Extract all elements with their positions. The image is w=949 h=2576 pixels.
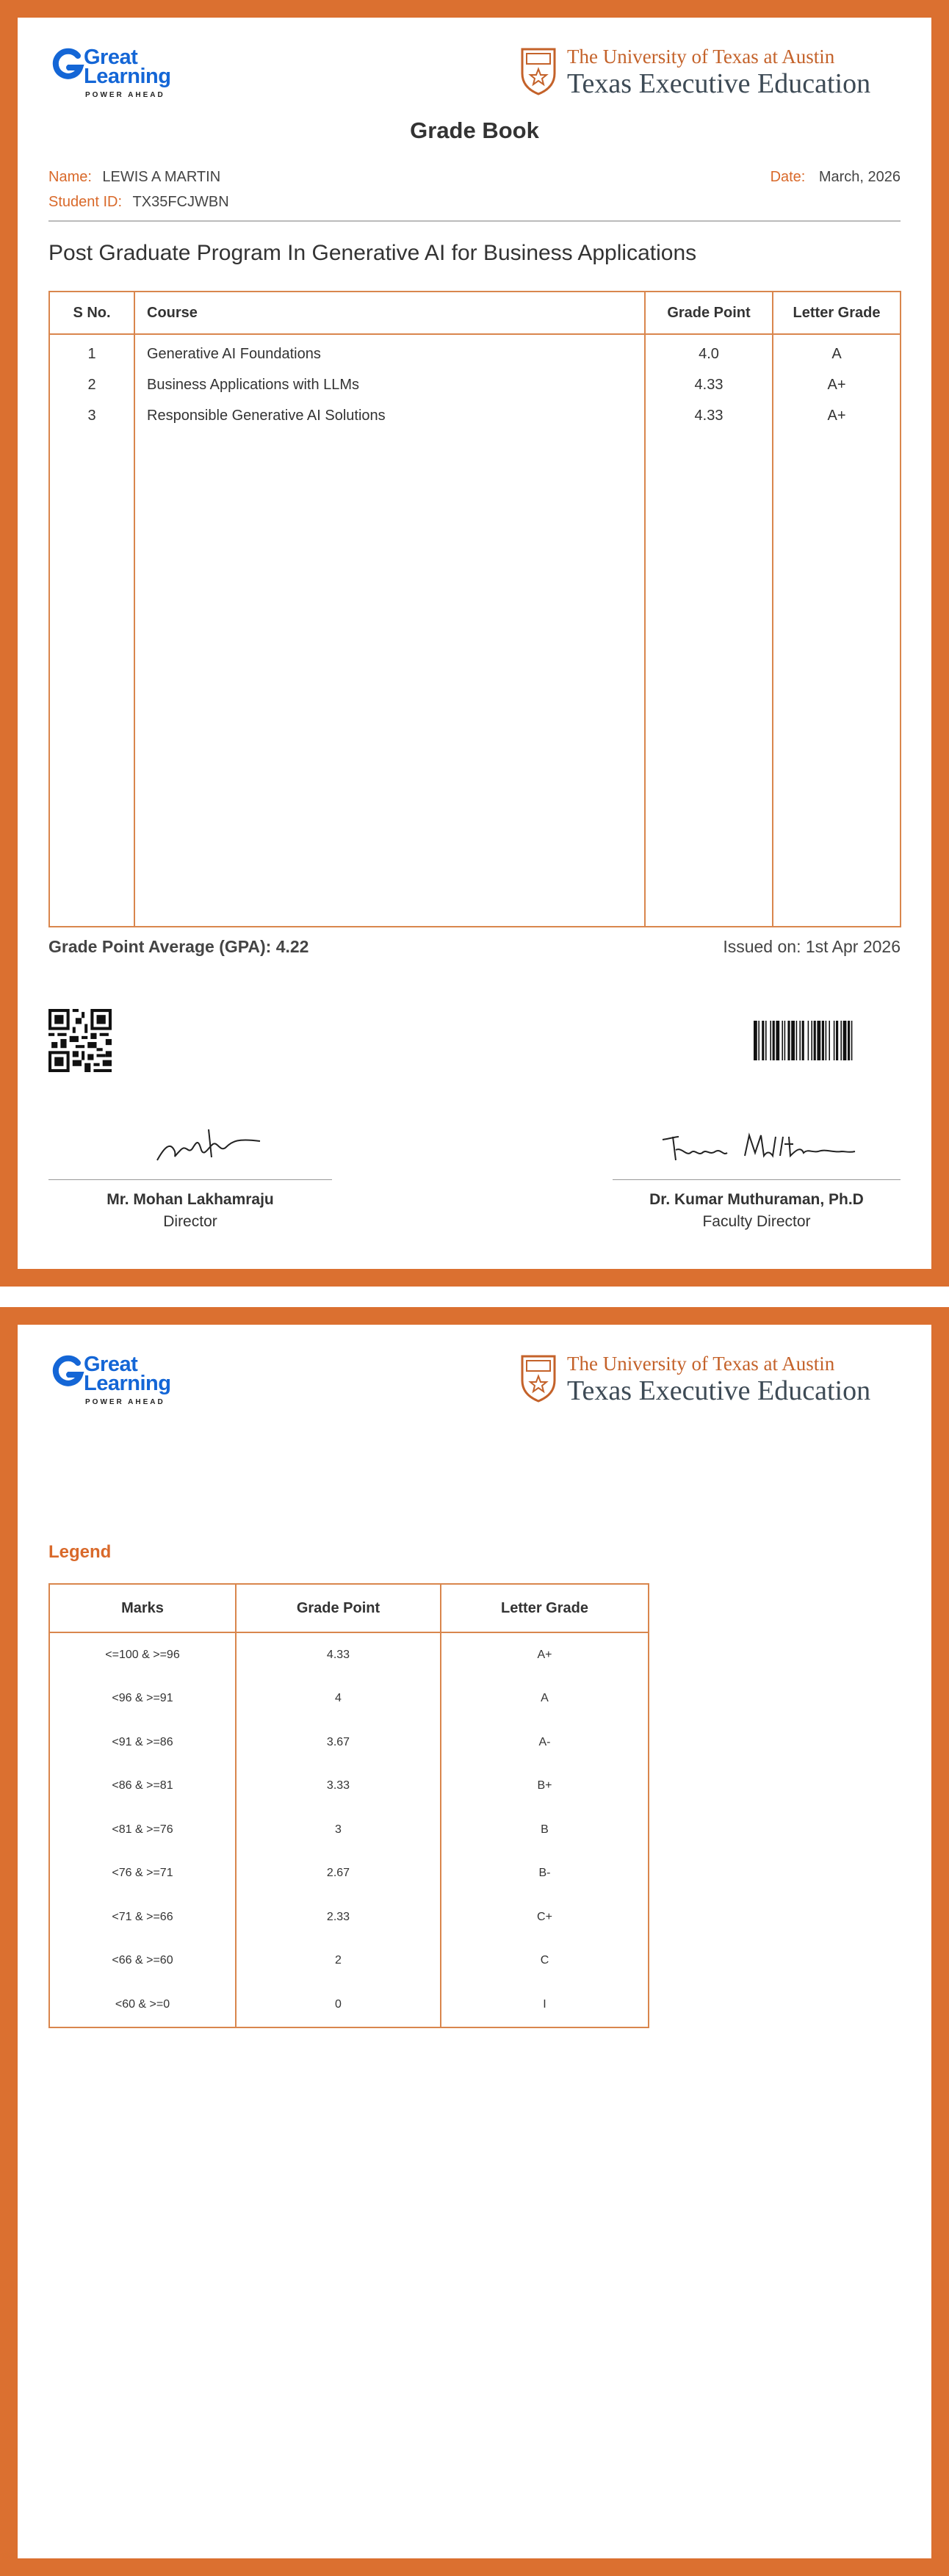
col-grade-point: Grade Point	[645, 292, 773, 334]
row-letter-grade: A	[773, 334, 901, 369]
legend-row	[49, 1721, 649, 1765]
barcode-bar	[782, 1021, 783, 1060]
student-id: TX35FCJWBN	[132, 194, 229, 210]
legend-row	[49, 1632, 649, 1677]
legend-grade-point: 4.33	[236, 1632, 441, 1677]
legend-grade-point: 4	[236, 1677, 441, 1721]
barcode-bar	[811, 1021, 812, 1060]
legend-letter-grade: A	[441, 1677, 649, 1721]
right-signature	[657, 1126, 862, 1171]
barcode-bar	[762, 1021, 764, 1060]
barcode-bar	[784, 1021, 786, 1060]
legend-letter-grade: A-	[441, 1721, 649, 1765]
legend-marks: <66 & >=60	[49, 1939, 236, 1983]
gradebook-page	[0, 0, 949, 1287]
barcode-bar	[817, 1021, 820, 1060]
barcode-graphic	[754, 1021, 901, 1060]
table-filler-row	[49, 431, 901, 927]
gpa-text: Grade Point Average (GPA): 4.22	[48, 937, 309, 956]
qr-code	[48, 1009, 112, 1072]
legend-table	[48, 1583, 649, 2028]
logo-tagline: POWER AHEAD	[85, 91, 165, 99]
logo-word-great: Great	[84, 46, 138, 69]
legend-row	[49, 1765, 649, 1809]
student-id-label: Student ID:	[48, 194, 123, 210]
page-content	[18, 18, 931, 1269]
row-course: Responsible Generative AI Solutions	[134, 400, 645, 431]
row-course: Generative AI Foundations	[134, 334, 645, 369]
legend-letter-grade: B+	[441, 1765, 649, 1809]
barcode-bar	[840, 1021, 842, 1060]
legend-body	[49, 1632, 649, 2027]
left-signatory-name: Mr. Mohan Lakhamraju	[107, 1191, 274, 1208]
row-course: Business Applications with LLMs	[134, 369, 645, 400]
name-label: Name:	[48, 169, 92, 185]
legend-grade-point: 3.33	[236, 1765, 441, 1809]
logo-tagline: POWER AHEAD	[85, 1398, 165, 1406]
legend-row	[49, 1983, 649, 2027]
legend-marks: <=100 & >=96	[49, 1632, 236, 1677]
barcode-bar	[814, 1021, 816, 1060]
row-grade-point: 4.0	[645, 334, 773, 369]
right-signatory-role: Faculty Director	[702, 1213, 811, 1230]
legend-grade-point: 2.33	[236, 1895, 441, 1939]
legend-grade-point: 2	[236, 1939, 441, 1983]
barcode-bar	[796, 1021, 798, 1060]
legend-grade-point: 0	[236, 1983, 441, 2027]
great-learning-logo	[48, 46, 195, 104]
row-grade-point: 4.33	[645, 369, 773, 400]
legend-row	[49, 1808, 649, 1852]
barcode-bar	[758, 1021, 759, 1060]
ut-program-name: Texas Executive Education	[567, 68, 871, 99]
legend-letter-grade: B-	[441, 1852, 649, 1896]
row-grade-point: 4.33	[645, 400, 773, 431]
legend-grade-point: 3	[236, 1808, 441, 1852]
ut-shield-icon	[520, 1354, 557, 1403]
barcode-bar	[754, 1021, 757, 1060]
col-grade-point: Grade Point	[236, 1584, 441, 1632]
barcode	[754, 1021, 901, 1060]
legend-title: Legend	[48, 1542, 112, 1562]
legend-marks: <76 & >=71	[49, 1852, 236, 1896]
issued-date-text: Issued on: 1st Apr 2026	[723, 937, 901, 956]
table-row	[49, 369, 901, 400]
legend-row	[49, 1895, 649, 1939]
row-letter-grade: A+	[773, 400, 901, 431]
barcode-bar	[848, 1021, 850, 1060]
page-content	[18, 1325, 931, 2558]
logo-word-learning: Learning	[84, 1372, 171, 1395]
student-name: LEWIS A MARTIN	[102, 169, 221, 185]
col-sno: S No.	[49, 292, 134, 334]
header-divider	[48, 220, 901, 222]
barcode-bar	[822, 1021, 824, 1060]
grades-table	[48, 291, 901, 927]
legend-marks: <60 & >=0	[49, 1983, 236, 2027]
legend-letter-grade: B	[441, 1808, 649, 1852]
legend-grade-point: 3.67	[236, 1721, 441, 1765]
legend-letter-grade: C	[441, 1939, 649, 1983]
legend-marks: <86 & >=81	[49, 1765, 236, 1809]
col-letter-grade: Letter Grade	[441, 1584, 649, 1632]
col-course: Course	[134, 292, 645, 334]
student-id-row	[48, 194, 229, 211]
row-letter-grade: A+	[773, 369, 901, 400]
legend-letter-grade: I	[441, 1983, 649, 2027]
issue-date: March, 2026	[818, 169, 901, 185]
ut-name: The University of Texas at Austin	[567, 1353, 835, 1375]
row-sno: 2	[49, 369, 134, 400]
barcode-bar	[791, 1021, 795, 1060]
name-row	[48, 169, 220, 186]
logo-word-great: Great	[84, 1353, 138, 1376]
legend-letter-grade: A+	[441, 1632, 649, 1677]
legend-row	[49, 1852, 649, 1896]
right-signature-line	[613, 1179, 901, 1180]
right-signatory-name: Dr. Kumar Muthuraman, Ph.D	[649, 1191, 864, 1208]
row-sno: 1	[49, 334, 134, 369]
date-row	[771, 169, 901, 186]
program-title: Post Graduate Program In Generative AI for Business Applications	[48, 241, 697, 265]
page-title: Grade Book	[410, 117, 539, 143]
table-row	[49, 334, 901, 369]
barcode-bar	[770, 1021, 771, 1060]
barcode-bar	[799, 1021, 801, 1060]
barcode-bar	[851, 1021, 853, 1060]
ut-austin-logo	[520, 1351, 902, 1417]
grades-header-row	[49, 292, 901, 334]
great-learning-g-icon	[48, 46, 87, 84]
legend-marks: <81 & >=76	[49, 1808, 236, 1852]
table-row	[49, 400, 901, 431]
great-learning-logo	[48, 1353, 195, 1411]
legend-letter-grade: C+	[441, 1895, 649, 1939]
row-sno: 3	[49, 400, 134, 431]
barcode-bar	[765, 1021, 767, 1060]
legend-marks: <91 & >=86	[49, 1721, 236, 1765]
barcode-bar	[776, 1021, 779, 1060]
date-label: Date:	[770, 169, 806, 185]
left-signature-line	[48, 1179, 332, 1180]
barcode-bar	[808, 1021, 809, 1060]
ut-shield-icon	[520, 47, 557, 95]
barcode-bar	[829, 1021, 830, 1060]
great-learning-g-icon	[48, 1353, 87, 1391]
ut-austin-logo	[520, 44, 902, 110]
legend-page	[0, 1307, 949, 2576]
legend-grade-point: 2.67	[236, 1852, 441, 1896]
col-letter-grade: Letter Grade	[773, 292, 901, 334]
barcode-bar	[843, 1021, 847, 1060]
legend-marks: <96 & >=91	[49, 1677, 236, 1721]
barcode-bar	[836, 1021, 838, 1060]
barcode-bar	[787, 1021, 790, 1060]
legend-marks: <71 & >=66	[49, 1895, 236, 1939]
barcode-bar	[802, 1021, 804, 1060]
logo-word-learning: Learning	[84, 65, 171, 88]
legend-row	[49, 1677, 649, 1721]
col-marks: Marks	[49, 1584, 236, 1632]
barcode-bar	[773, 1021, 775, 1060]
ut-name: The University of Texas at Austin	[567, 46, 835, 68]
left-signature	[150, 1125, 267, 1169]
barcode-bar	[826, 1021, 827, 1060]
left-signatory-role: Director	[163, 1213, 217, 1230]
barcode-bar	[834, 1021, 835, 1060]
legend-row	[49, 1939, 649, 1983]
ut-program-name: Texas Executive Education	[567, 1375, 871, 1406]
legend-header-row	[49, 1584, 649, 1632]
